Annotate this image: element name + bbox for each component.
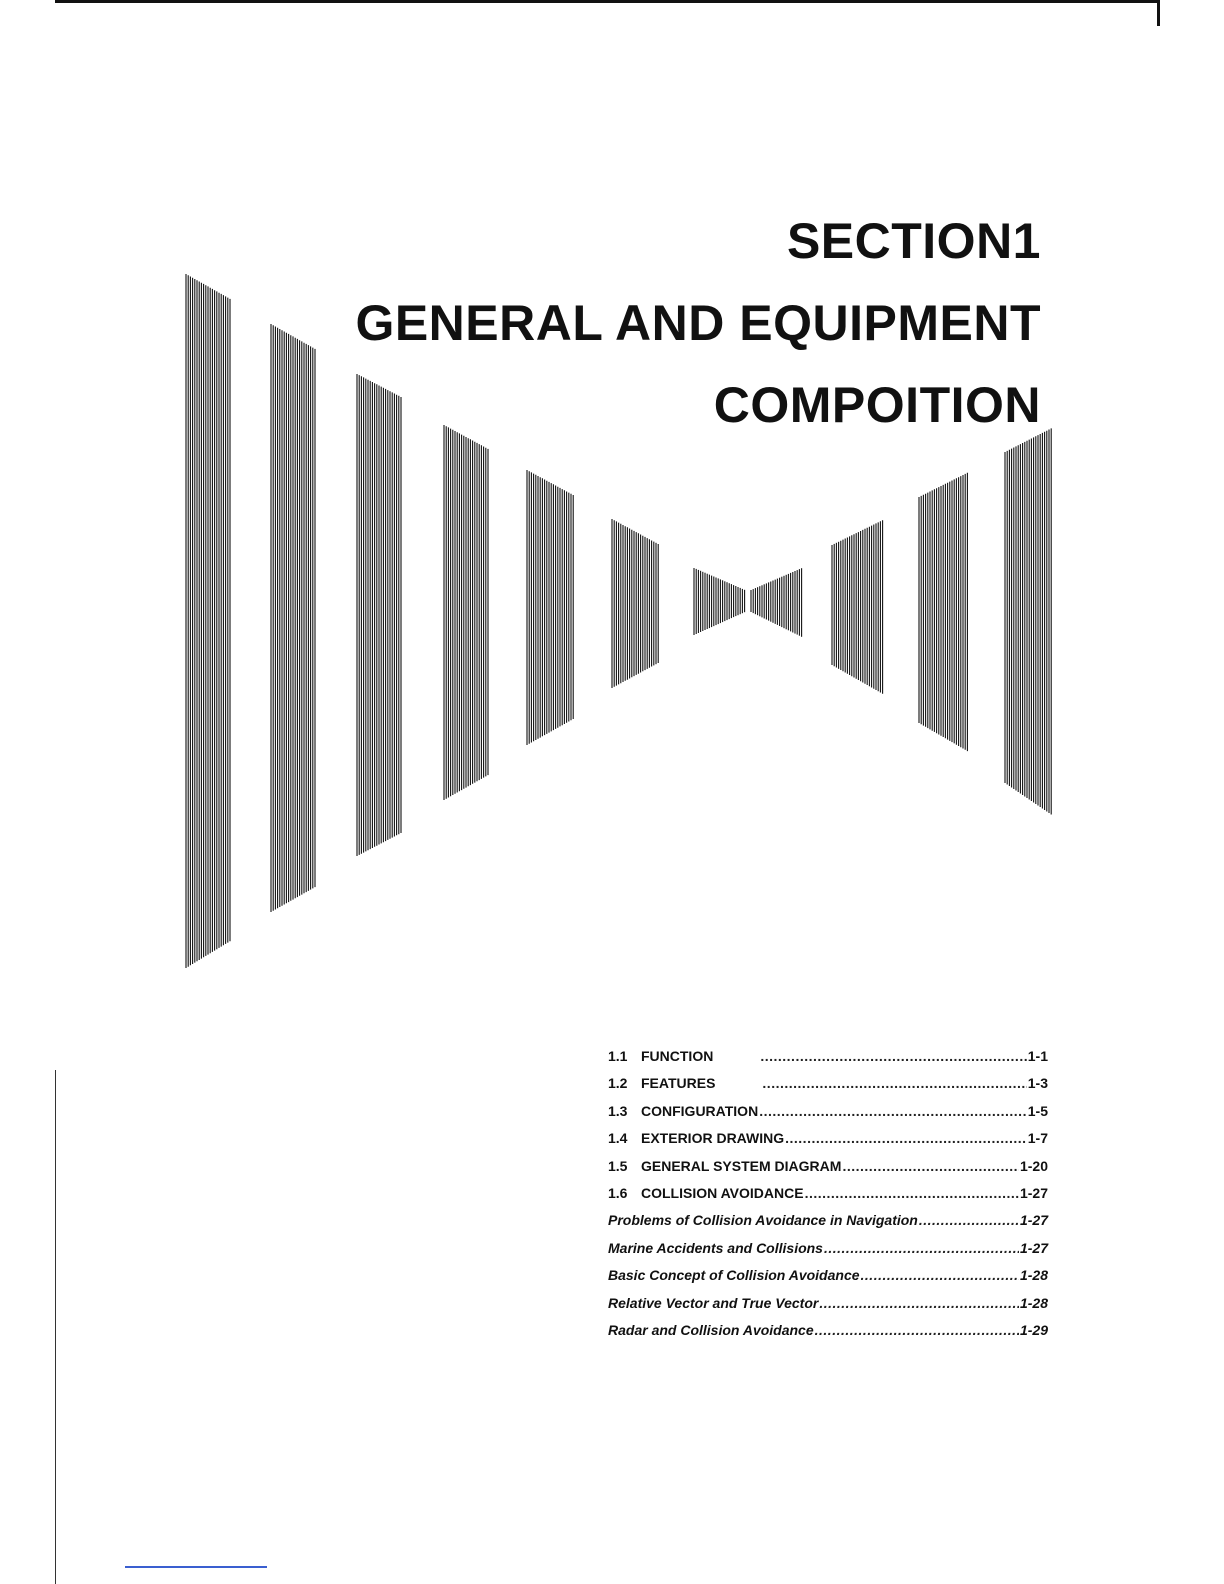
toc-subentry[interactable]: [608, 1267, 1048, 1294]
table-of-contents: [608, 1048, 1048, 1349]
dot-leader: [819, 1295, 1019, 1311]
toc-entry-label: COLLISION AVOIDANCE: [641, 1184, 804, 1201]
toc-subentry[interactable]: [608, 1240, 1048, 1267]
toc-entry-number: 1.2: [608, 1075, 628, 1092]
section-title-line-1: GENERAL AND EQUIPMENT: [355, 295, 1041, 351]
toc-subentry[interactable]: [608, 1212, 1048, 1239]
toc-entry-page: 1-5: [1027, 1102, 1048, 1119]
toc-subentry-label: Radar and Collision Avoidance: [608, 1321, 814, 1338]
section-title-line-2: COMPOITION: [713, 377, 1041, 433]
toc-subentry[interactable]: [608, 1322, 1048, 1349]
toc-entry[interactable]: [608, 1130, 1048, 1157]
toc-subentry[interactable]: [608, 1295, 1048, 1322]
toc-entry-number: 1.6: [608, 1184, 628, 1201]
toc-entry-number: 1.4: [608, 1130, 628, 1147]
stripe-panel: [612, 519, 658, 688]
stripe-panel: [751, 568, 802, 637]
toc-entry-page: 1-3: [1027, 1075, 1048, 1092]
toc-entry-page: 1-20: [1019, 1157, 1048, 1174]
toc-entry-number: 1.3: [608, 1102, 628, 1119]
dot-leader: [762, 1075, 1026, 1091]
toc-entry-label: CONFIGURATION: [641, 1102, 759, 1119]
toc-entry-page: 1-27: [1019, 1184, 1048, 1201]
toc-entry-number: 1.5: [608, 1157, 628, 1174]
stripe-panel: [357, 374, 401, 856]
stripe-panel: [527, 470, 573, 745]
toc-entry-page: 1-7: [1027, 1130, 1048, 1147]
stripe-panel: [186, 274, 230, 968]
toc-subentry-label: Relative Vector and True Vector: [608, 1294, 819, 1311]
stripe-panel: [271, 324, 315, 912]
toc-entry-label: FEATURES: [641, 1075, 716, 1092]
toc-entry-number: 1.1: [608, 1048, 628, 1064]
toc-subentry-page: 1-27: [1019, 1212, 1048, 1229]
dot-leader: [815, 1322, 1019, 1338]
toc-entry[interactable]: [608, 1185, 1048, 1212]
stripe-panel: [1005, 428, 1051, 814]
toc-entry-page: 1-1: [1027, 1048, 1048, 1064]
toc-entry[interactable]: [608, 1103, 1048, 1130]
stripe-panel: [919, 473, 967, 751]
toc-subentry-page: 1-28: [1019, 1294, 1048, 1311]
toc-subentry-page: 1-28: [1019, 1267, 1048, 1284]
toc-entry[interactable]: [608, 1158, 1048, 1185]
dot-leader: [861, 1267, 1019, 1283]
toc-entry-label: FUNCTION: [641, 1048, 714, 1064]
dot-leader: [842, 1158, 1019, 1174]
toc-entry-label: GENERAL SYSTEM DIAGRAM: [641, 1157, 842, 1174]
toc-entry[interactable]: [608, 1048, 1048, 1075]
toc-subentry-label: Problems of Collision Avoidance in Navigation: [608, 1212, 918, 1229]
toc-subentry-page: 1-27: [1019, 1239, 1048, 1256]
toc-subentry-page: 1-29: [1019, 1321, 1048, 1338]
toc-entry[interactable]: [608, 1075, 1048, 1102]
stripe-panel: [694, 568, 745, 635]
dot-leader: [759, 1103, 1027, 1119]
stripe-panel: [832, 520, 883, 694]
dot-leader: [805, 1185, 1019, 1201]
toc-subentry-label: Basic Concept of Collision Avoidance: [608, 1267, 860, 1284]
dot-leader: [760, 1048, 1026, 1064]
dot-leader: [824, 1240, 1019, 1256]
dot-leader: [919, 1212, 1019, 1228]
dot-leader: [785, 1130, 1027, 1146]
stripe-panel: [444, 425, 488, 800]
toc-entry-label: EXTERIOR DRAWING: [641, 1130, 785, 1147]
toc-subentry-label: Marine Accidents and Collisions: [608, 1239, 823, 1256]
section-number-heading: SECTION1: [786, 213, 1041, 269]
